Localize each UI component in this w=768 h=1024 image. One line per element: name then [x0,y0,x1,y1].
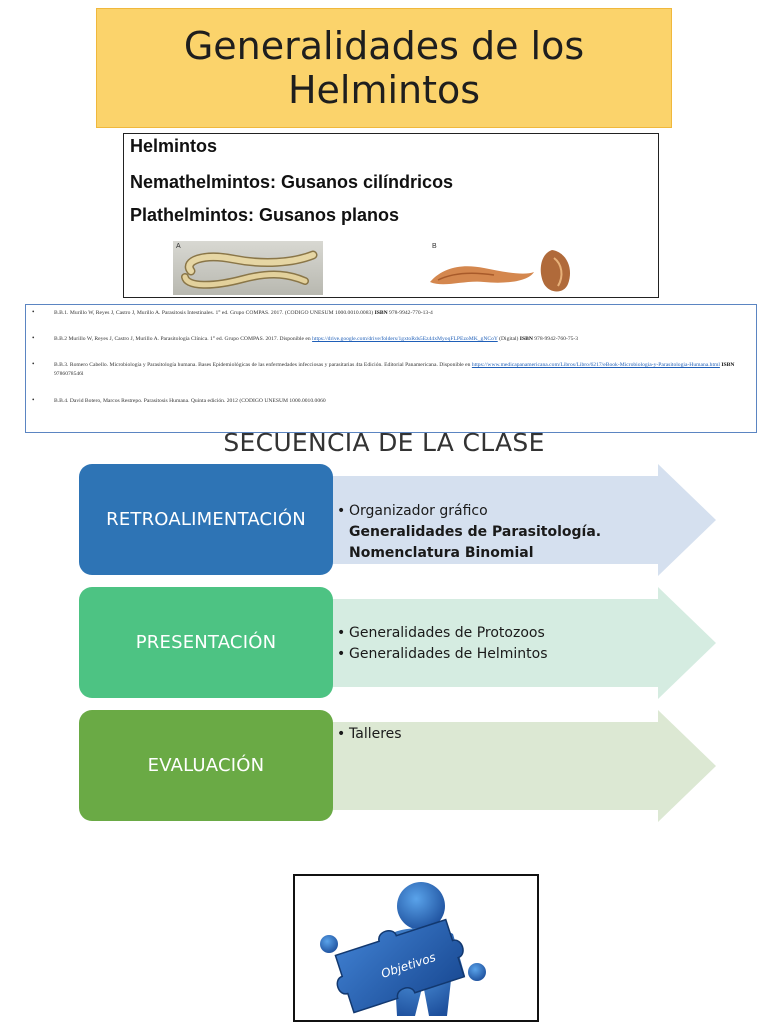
person-puzzle-icon [295,876,537,1020]
page-title: Generalidades de los Helmintos [183,24,585,112]
retroalimentacion-items [337,501,601,564]
reference-bullet: • [32,334,35,342]
list-item: • Generalidades de Helmintos [337,644,548,665]
reference-3: B.B.3. Romero Cabello. Microbiología y Parasitología humana. Bases Epidemiológicas de las enfermedades infecciosas y parasitarias 4ta Edición. Editorial Panamericana. Disponible en https://www.medicapanamericana.com/Libros/Libro/6217/eBook-Microbiologia-y-Parasitologia-Humana.html ISBN 9786078546l [54,362,735,377]
image-label-a: A [176,243,181,250]
presentacion-box: PRESENTACIÓN [79,587,333,698]
nemathelmintos-line: Nemathelmintos: Gusanos cilíndricos [130,172,454,192]
reference-3-link[interactable]: https://www.medicapanamericana.com/Libros/Libro/6217/eBook-Microbiologia-y-Parasitologia-Humana.html [471,362,720,368]
retroalimentacion-box: RETROALIMENTACIÓN [79,464,333,575]
sequence-row-retroalimentacion [0,464,768,577]
roundworm-icon [173,241,323,295]
sequence-title: SECUENCIA DE LA CLASE [223,428,545,457]
list-item: • Talleres [337,724,402,745]
sequence-row-evaluacion [0,710,768,823]
helmintos-image-card [123,133,659,298]
objetivos-illustration [293,874,539,1022]
roundworm-image [173,241,323,295]
image-label-b: B [432,243,437,250]
helmintos-heading: Helmintos [130,136,218,156]
references-box [25,304,757,433]
evaluacion-items [337,724,402,745]
reference-bullet: • [32,360,35,368]
objetivos-label: Objetivos [379,950,438,981]
reference-bullet: • [32,396,35,404]
list-item: • Generalidades de Protozoos [337,623,548,644]
reference-bullet: • [32,308,35,316]
reference-2-link[interactable]: https://drive.google.com/drive/folders/1gxtoRds5Ez44xMyoqFLPEzoMK_gNCoY [312,336,498,342]
title-box [96,8,672,128]
flatworm-icon [424,242,584,296]
sequence-row-presentacion [0,587,768,700]
reference-2: B.B.2 Murillo W, Reyes J, Castro J, Murillo A. Parasitología Clínica. 1° ed. Grupo COMPAS. 2017. Disponible en https://drive.google.com/drive/folders/1gxtoRds5Ez44xMyoqFLPEzoMK_gNCoY (Digital) ISBN 978-9942-760-75-3 [54,336,579,342]
list-item: • Organizador gráfico Generalidades de Parasitología. Nomenclatura Binomial [337,501,601,564]
evaluacion-box: EVALUACIÓN [79,710,333,821]
reference-4: B.B.4. David Botero, Marcos Restrepo. Parasitosis Humana. Quinta edición. 2012 (CODIGO UNESUM 1000.0010.0060 [54,398,326,404]
plathelmintos-line: Plathelmintos: Gusanos planos [130,205,400,225]
flatworm-image [424,242,584,296]
presentacion-items [337,623,548,665]
reference-1: B.B.1. Murillo W, Reyes J, Castro J, Murillo A. Parasitosis Intestinales. 1° ed. Grupo COMPAS. 2017. (CODIGO UNESUM 1000.0010.0083) ISBN 978-9942-770-13-4 [54,310,433,316]
